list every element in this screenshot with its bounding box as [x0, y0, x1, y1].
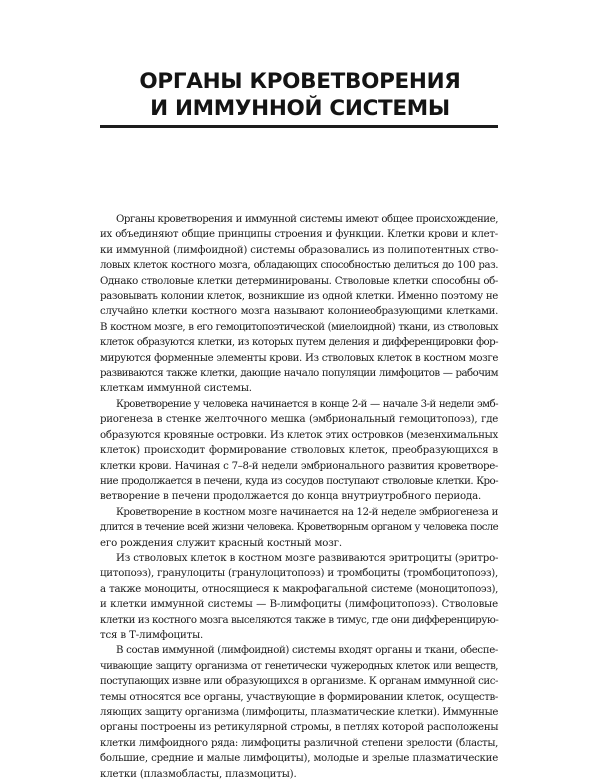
text-line: случайно клетки костного мозга называют колониеобразующими клетками. — [100, 306, 498, 318]
text-line: темы относятся все органы, участвующие в формировании клеток, осуществ- — [100, 691, 498, 703]
text-line: мируются форменные элементы крови. Из стволовых клеток в костном мозге — [100, 352, 498, 364]
text-line: чивающие защиту организма от генетически чужеродных клеток или веществ, — [100, 660, 498, 672]
text-line: а также моноциты, относящиеся к макрофагальной системе (моноцитопоэз), — [100, 583, 498, 595]
paragraph — [100, 643, 498, 782]
text-line: Кроветворение у человека начинается в конце 2-й — начале 3-й недели эмб- — [116, 398, 498, 410]
text-line: Из стволовых клеток в костном мозге развиваются эритроциты (эритро- — [116, 552, 499, 564]
text-line: образуются кровяные островки. Из клеток этих островков (мезенхимальных — [100, 429, 498, 441]
text-line: клетки (плазмобласты, плазмоциты). — [100, 768, 297, 780]
title-underline-rule — [100, 125, 498, 128]
text-line: клетки крови. Начиная с 7–8-й недели эмбрионального развития кроветворе- — [100, 460, 498, 472]
text-line: ляющих защиту организма (лимфоциты, плазматические клетки). Иммунные — [100, 707, 499, 718]
text-line: разовывать колонии клеток, возникшие из одной клетки. Именно поэтому не — [100, 291, 498, 303]
text-line: развиваются также клетки, дающие начало популяции лимфоцитов — рабочим — [100, 368, 498, 380]
paragraph — [100, 551, 498, 643]
text-line: органы построены из ретикулярной стромы, в петлях которой расположены — [100, 722, 499, 734]
text-line: ки иммунной (лимфоидной) системы образовались из полипотентных ство- — [100, 244, 499, 256]
text-line: клетки лимфоидного ряда: лимфоциты различной степени зрелости (бласты, — [100, 737, 498, 749]
text-line: поступающих извне или образующихся в организме. К органам иммунной сис- — [100, 676, 498, 688]
text-line: риогенеза в стенке желточного мешка (эмбриональный гемоцитопоэз), где — [100, 414, 498, 426]
text-line: длится в течение всей жизни человека. Кроветворным органом у человека после — [100, 522, 498, 534]
text-line: клетки из костного мозга выселяются также в тимус, где они дифференцирую- — [100, 614, 499, 626]
text-line: ветворение в печени продолжается до конца внутриутробного периода. — [100, 491, 482, 503]
text-line: их объединяют общие принципы строения и функции. Клетки крови и клет- — [100, 229, 498, 241]
text-line: цитопоэз), гранулоциты (гранулоцитопоэз) и тромбоциты (тромбоцитопоэз), — [100, 568, 498, 580]
text-line: его рождения служит красный костный мозг. — [100, 537, 342, 549]
text-line: ние продолжается в печени, куда из сосудов поступают стволовые клетки. Кро- — [100, 475, 498, 487]
text-line: большие, средние и малые лимфоциты), молодые и зрелые плазматические — [100, 753, 498, 765]
text-line: В состав иммунной (лимфоидной) системы входят органы и ткани, обеспе- — [116, 645, 498, 657]
text-line: клеток образуются клетки, из которых путем деления и дифференцировки фор- — [100, 337, 498, 349]
text-line: тся в Т-лимфоциты. — [100, 629, 204, 641]
chapter-title — [95, 68, 505, 122]
text-line: Однако стволовые клетки детерминированы. Стволовые клетки способны об- — [100, 275, 498, 287]
text-line: В костном мозге, в его гемоцитопоэтической (миелоидной) ткани, из стволовых — [100, 321, 498, 333]
text-line: Кроветворение в костном мозге начинается на 12-й неделе эмбриогенеза и — [116, 506, 498, 518]
chapter-title-line: ОРГАНЫ КРОВЕТВОРЕНИЯ — [139, 69, 461, 94]
paragraph — [100, 505, 498, 551]
text-line: ловых клеток костного мозга, обладающих способностью делиться до 100 раз. — [100, 260, 498, 272]
paragraph — [100, 212, 498, 397]
text-line: Органы кроветворения и иммунной системы имеют общее происхождение, — [116, 214, 498, 225]
body-text — [100, 212, 498, 782]
text-line: клеткам иммунной системы. — [100, 383, 252, 395]
text-line: и клетки иммунной системы — В-лимфоциты (лимфоцитопоэз). Стволовые — [100, 599, 498, 611]
chapter-title-line: И ИММУННОЙ СИСТЕМЫ — [150, 96, 450, 121]
text-line: клеток) происходит формирование стволовых клеток, преобразующихся в — [100, 445, 498, 457]
paragraph — [100, 397, 498, 505]
